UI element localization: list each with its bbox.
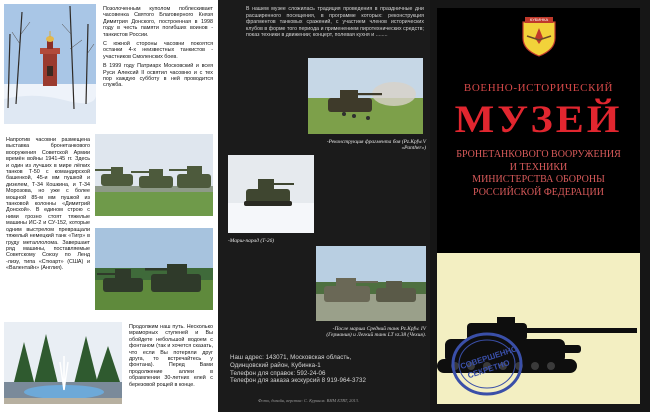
subtitle-block [437, 149, 640, 199]
cover-card [437, 8, 640, 404]
chapel-text [103, 6, 213, 92]
subtitle-line: И ТЕХНИКИ [509, 161, 568, 173]
fountain-photo [4, 322, 122, 404]
after-march-photo [316, 246, 426, 321]
title-small: ВОЕННО-ИСТОРИЧЕСКИЙ [463, 82, 614, 94]
parade-photo [228, 155, 314, 233]
tank-row-photo [95, 134, 213, 216]
subtitle-line: БРОНЕТАНКОВОГО ВООРУЖЕНИЯ [456, 149, 621, 160]
chapel-paragraph: В 1999 году Патриарх Московский и всея Руси Алексий II освятил часовню и с тех пор каждую субботу в ней проводится служба. [103, 63, 213, 89]
intro-text: В нашем музее сложилась традиция проведения в праздничные дни расширенного посещения, в программе которых: реконструкция фрагментов танковых сражений, с участием членов исторических клубов в форме того периода и применением пиротехнических средств; показ техники в движении; концерт, полевая кухня и ........ [246, 6, 424, 39]
address-line: Наш адрес: 143071, Московская область, [230, 354, 352, 361]
address-line: Одинцовский район, Кубинка-1 [230, 361, 321, 369]
secret-stamp [443, 326, 531, 402]
left-panel [0, 0, 218, 412]
path-text: Продолжим наш путь. Несколько мраморных ступеней и Вы обойдете небольшой водоем с фонтаном (так и хочется сказать, что если Вы потеряли друг друга, то встречайтесь у фонтана). Перед Вами продолжение аллеи в обрамлении 30-летних елей с березовой рощей в конце. [129, 324, 213, 388]
title-big: МУЗЕЙ [454, 98, 623, 142]
address-block [230, 354, 426, 385]
exhibit-text: Напротив часовни размещена выставка бронетанкового вооружения Советской Армии времён войны 1941-45 гг. Здесь и один из лучших в мире лёгких танков Т-50 с командирской башенкой, 45-и мм пушкой и дизелем, Т-34 Кошкина, и Т-34 Морозова, но уже с более мощной 85-м мм пушкой из танковой колонны «Димитрий Донской». В едином строю с ними грозно стоят тяжелые машины ИС-2 и СУ-152, которые одним выстрелом превращали тяжелый немецкий танк «Тигр» в груду металлолома. Завершает ряд машины, поставляемые Советскому Союзу по Ленд -лизу, типа «Стюарт» (США) и «Валентайн» (Англия). [6, 137, 90, 272]
address-line: Телефон для заказа экскурсий 8 919-964-3732 [230, 377, 367, 385]
stamp-text: СОВЕРШЕННО СЕКРЕТНО [459, 344, 519, 381]
address-line: Телефон для справок: 592-24-06 [230, 369, 326, 377]
caption-parade: -Марш-парад (Т-26) [228, 238, 275, 244]
chapel-paragraph: С южной стороны часовни покоятся останки 4-х неизвестных танкистов - участников Смоленских боев. [103, 41, 213, 60]
chapel-photo [4, 4, 96, 124]
credits-footer: Фото, дизайн, верстка: С. Куринов. ВИМ БТВТ, 2013. [258, 398, 360, 403]
museum-emblem-icon [519, 14, 559, 58]
caption-after-march: -После марша Средний танк Pz.Kpfw. IV (Германия) и Легкий танк LT vz.38 (Чехия). [326, 326, 426, 339]
subtitle-line: РОССИЙСКОЙ ФЕДЕРАЦИИ [473, 186, 604, 198]
tank-row-photo [95, 228, 213, 310]
emblem-label: КУБИНКА [529, 17, 549, 22]
subtitle-line: МИНИСТЕРСТВА ОБОРОНЫ [472, 174, 605, 185]
middle-panel [218, 0, 430, 412]
chapel-paragraph: Позолоченным куполом поблескивает часовенка Святого Благоверного Князя Димитрия Донского, построенная в 1998 году в честь памяти погибших воинов - танкистов России. [103, 6, 213, 38]
reconstruction-photo [308, 58, 423, 134]
caption-reconstruction: -Реконструкция фрагмента боя (Pz.Kpfw.V «Panther») [326, 139, 426, 152]
